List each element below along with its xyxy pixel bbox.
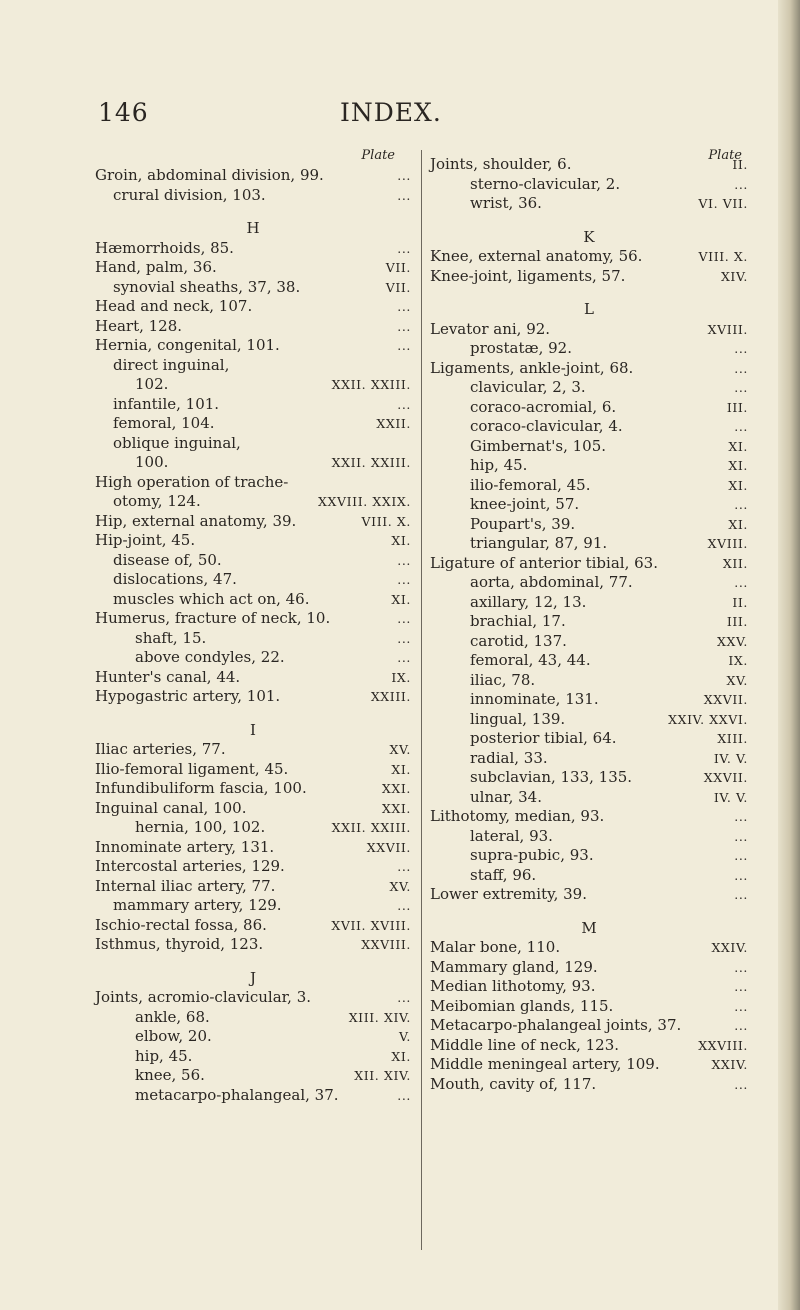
entry-text: Meibomian glands, 115. <box>430 996 614 1015</box>
index-entry <box>430 958 748 978</box>
plate-reference: XXI. <box>381 800 411 816</box>
plate-reference: ... <box>734 1018 748 1033</box>
right-index-column <box>430 146 748 1094</box>
index-entry <box>430 846 748 866</box>
plate-reference: IV. V. <box>713 750 748 766</box>
index-entry <box>95 687 411 707</box>
entry-text: dislocations, 47. <box>113 570 237 588</box>
index-entry <box>95 166 411 186</box>
index-entry <box>95 838 411 858</box>
index-entry <box>430 194 748 214</box>
index-entry <box>430 651 748 671</box>
index-entry <box>430 938 748 958</box>
plate-reference: XVIII. <box>707 536 748 551</box>
plate-reference: ... <box>397 859 411 874</box>
entry-text: crural division, 103. <box>113 185 266 204</box>
plate-reference: XV. <box>726 672 748 688</box>
entry-text: carotid, 137. <box>470 631 567 650</box>
entry-text: ulnar, 34. <box>470 787 542 806</box>
index-entry <box>95 629 411 649</box>
index-entry <box>95 531 411 551</box>
plate-reference: XXVII. <box>703 692 748 707</box>
index-entry <box>430 175 748 195</box>
index-entry <box>95 916 411 936</box>
index-entry <box>430 456 748 476</box>
plate-reference: IX. <box>728 653 748 668</box>
entry-text: Hip, external anatomy, 39. <box>95 511 297 530</box>
plate-reference: ... <box>397 338 411 353</box>
entry-text: Ilio-femoral ligament, 45. <box>95 759 289 778</box>
index-entry <box>95 434 411 454</box>
entry-text: muscles which act on, 46. <box>113 589 310 608</box>
entry-text: staff, 96. <box>470 865 537 884</box>
entry-text: coraco-clavicular, 4. <box>470 417 623 435</box>
entry-text: Joints, shoulder, 6. <box>430 155 572 173</box>
page-title: INDEX. <box>340 98 442 127</box>
index-entry <box>430 573 748 593</box>
entry-text: lateral, 93. <box>470 826 553 845</box>
index-entry <box>95 512 411 532</box>
plate-reference: XIII. XIV. <box>348 1009 411 1025</box>
plate-reference: ... <box>734 497 748 512</box>
plate-reference: ... <box>397 552 411 568</box>
index-entry <box>430 554 748 574</box>
plate-reference: XI. <box>728 477 748 493</box>
entry-text: Knee-joint, ligaments, 57. <box>430 266 626 285</box>
plate-reference: ... <box>397 650 411 665</box>
plate-reference: ... <box>397 1087 411 1103</box>
entry-text: aorta, abdominal, 77. <box>470 573 633 591</box>
entry-text: 102. <box>135 375 169 393</box>
plate-reference: XII. <box>722 555 748 571</box>
entry-text: Poupart's, 39. <box>470 514 576 533</box>
entry-text: iliac, 78. <box>470 670 536 689</box>
index-entry <box>95 988 411 1008</box>
entry-text: Groin, abdominal division, 99. <box>95 166 324 184</box>
index-entry <box>430 997 748 1017</box>
entry-text: ankle, 68. <box>135 1007 210 1026</box>
index-entry <box>95 492 411 512</box>
entry-text: triangular, 87, 91. <box>470 534 608 552</box>
entry-text: Iliac arteries, 77. <box>95 740 226 758</box>
section-spacer <box>430 905 748 919</box>
plate-reference: ... <box>397 990 411 1005</box>
plate-reference: ... <box>397 396 411 412</box>
index-entry <box>430 247 748 267</box>
plate-reference: VII. <box>385 260 411 275</box>
index-entry <box>95 570 411 590</box>
plate-reference: XV. <box>389 742 411 757</box>
index-entry <box>430 612 748 632</box>
index-entry <box>95 799 411 819</box>
index-entry <box>95 590 411 610</box>
index-entry <box>95 258 411 278</box>
index-entry <box>95 609 411 629</box>
plate-reference: XVIII. <box>707 321 748 337</box>
entry-text: Ligature of anterior tibial, 63. <box>430 553 658 572</box>
index-entry <box>430 437 748 457</box>
plate-reference: III. <box>726 614 748 629</box>
entry-text: Middle meningeal artery, 109. <box>430 1055 660 1073</box>
section-letter-heading <box>430 919 748 939</box>
plate-reference: III. <box>726 399 748 415</box>
entry-text: subclavian, 133, 135. <box>470 768 633 786</box>
plate-reference: XXIV. <box>711 1057 748 1072</box>
entry-text: Mammary gland, 129. <box>430 957 598 976</box>
entry-text: elbow, 20. <box>135 1027 212 1045</box>
plate-reference: ... <box>397 572 411 587</box>
left-index-column <box>95 146 411 1105</box>
plate-reference: XXII. XXIII. <box>331 377 411 392</box>
plate-reference: ... <box>734 380 748 395</box>
index-entry <box>95 935 411 955</box>
entry-text: Knee, external anatomy, 56. <box>430 247 643 265</box>
index-entry <box>430 417 748 437</box>
entry-text: High operation of trache- <box>95 472 289 491</box>
index-entry <box>430 495 748 515</box>
index-entry <box>430 1075 748 1095</box>
index-entry <box>430 593 748 613</box>
index-entry <box>430 768 748 788</box>
plate-reference: ... <box>397 318 411 334</box>
entry-text: Hunter's canal, 44. <box>95 667 241 686</box>
index-entry <box>430 515 748 535</box>
plate-reference: XV. <box>389 878 411 894</box>
section-letter-heading <box>95 721 411 741</box>
entry-text: Mouth, cavity of, 117. <box>430 1074 597 1093</box>
entry-text: ilio-femoral, 45. <box>470 475 591 494</box>
plate-reference: ... <box>734 1076 748 1092</box>
plate-reference: XI. <box>728 458 748 473</box>
section-letter-heading <box>95 219 411 239</box>
index-entry <box>430 267 748 287</box>
index-entry <box>430 476 748 496</box>
section-letter: J <box>249 968 256 987</box>
entry-text: Head and neck, 107. <box>95 297 253 315</box>
index-entry <box>430 977 748 997</box>
entry-text: innominate, 131. <box>470 690 599 708</box>
plate-reference: XII. XIV. <box>354 1068 411 1083</box>
index-entry <box>430 788 748 808</box>
index-entry <box>430 155 748 175</box>
index-entry <box>430 729 748 749</box>
index-entry <box>430 632 748 652</box>
entry-text: metacarpo-phalangeal, 37. <box>135 1085 339 1104</box>
index-entry <box>95 297 411 317</box>
entry-text: clavicular, 2, 3. <box>470 378 586 396</box>
index-entry <box>430 807 748 827</box>
section-spacer <box>95 707 411 721</box>
index-entry <box>95 317 411 337</box>
entry-text: femoral, 43, 44. <box>470 651 591 669</box>
plate-reference: XVII. XVIII. <box>331 917 411 933</box>
index-entry <box>95 239 411 259</box>
entry-text: oblique inguinal, <box>113 433 241 452</box>
section-spacer <box>430 286 748 300</box>
plate-reference: VIII. X. <box>698 249 748 264</box>
index-entry <box>95 648 411 668</box>
index-entry <box>95 414 411 434</box>
entry-text: Malar bone, 110. <box>430 938 561 956</box>
section-letter-heading <box>430 300 748 320</box>
entry-text: wrist, 36. <box>470 194 542 212</box>
entry-text: synovial sheaths, 37, 38. <box>113 277 301 296</box>
index-entry <box>95 473 411 493</box>
index-entry <box>95 395 411 415</box>
plate-reference: ... <box>734 360 748 376</box>
entry-text: Hernia, congenital, 101. <box>95 336 280 354</box>
index-entry <box>95 877 411 897</box>
section-spacer <box>430 214 748 228</box>
plate-reference: ... <box>734 341 748 356</box>
index-entry <box>430 378 748 398</box>
plate-reference: ... <box>397 240 411 256</box>
plate-column-header: Plate <box>361 148 395 163</box>
index-entry <box>430 534 748 554</box>
index-entry <box>95 551 411 571</box>
plate-reference: II. <box>732 594 748 610</box>
plate-reference: XXIV. <box>711 940 748 955</box>
entry-text: axillary, 12, 13. <box>470 592 587 611</box>
index-entry <box>95 453 411 473</box>
entry-text: Ligaments, ankle-joint, 68. <box>430 358 634 377</box>
index-entry <box>95 818 411 838</box>
entry-text: Metacarpo-phalangeal joints, 37. <box>430 1016 682 1034</box>
section-letter: M <box>581 918 597 937</box>
index-entry <box>95 779 411 799</box>
plate-reference: ... <box>734 176 748 192</box>
plate-reference: ... <box>397 630 411 646</box>
index-entry <box>95 336 411 356</box>
entry-text: Hand, palm, 36. <box>95 258 217 276</box>
index-entry <box>95 278 411 298</box>
index-entry <box>430 1016 748 1036</box>
plate-reference: XI. <box>391 761 411 777</box>
page-number: 146 <box>98 98 149 127</box>
entry-text: Hypogastric artery, 101. <box>95 687 281 705</box>
page-edge-shadow <box>778 0 800 1310</box>
plate-reference: IX. <box>391 669 411 685</box>
plate-reference: ... <box>734 979 748 994</box>
entry-text: above condyles, 22. <box>135 648 285 666</box>
entry-text: brachial, 17. <box>470 612 566 630</box>
plate-reference: XXIV. XXVI. <box>668 711 748 727</box>
plate-reference: XXVIII. XXIX. <box>318 494 411 509</box>
entry-text: infantile, 101. <box>113 394 220 413</box>
plate-reference: XI. <box>391 591 411 607</box>
entry-text: Joints, acromio-clavicular, 3. <box>95 988 312 1006</box>
plate-reference: ... <box>734 575 748 590</box>
plate-reference: XI. <box>728 516 748 532</box>
plate-reference: ... <box>734 867 748 883</box>
plate-reference: VI. VII. <box>698 196 748 211</box>
index-entry <box>95 375 411 395</box>
index-entry <box>95 896 411 916</box>
index-entry <box>430 885 748 905</box>
section-letter-heading <box>95 969 411 989</box>
plate-reference: XXII. <box>376 416 411 431</box>
entry-text: Lithotomy, median, 93. <box>430 807 605 825</box>
plate-reference: VIII. X. <box>361 513 411 529</box>
plate-reference: ... <box>397 898 411 913</box>
entry-text: supra-pubic, 93. <box>470 846 594 864</box>
index-entry <box>95 186 411 206</box>
index-entry <box>430 671 748 691</box>
entry-text: sterno-clavicular, 2. <box>470 174 621 193</box>
entry-text: Humerus, fracture of neck, 10. <box>95 609 331 627</box>
index-entry <box>95 857 411 877</box>
entry-text: hip, 45. <box>135 1046 193 1065</box>
entry-text: shaft, 15. <box>135 628 207 647</box>
index-entry <box>430 359 748 379</box>
plate-reference: XXV. <box>716 633 748 649</box>
entry-text: Internal iliac artery, 77. <box>95 876 276 895</box>
index-entry <box>95 1066 411 1086</box>
index-entry <box>95 356 411 376</box>
plate-reference: XI. <box>391 1048 411 1064</box>
plate-reference: XI. <box>391 533 411 548</box>
entry-text: Heart, 128. <box>95 316 183 335</box>
index-entry <box>95 1027 411 1047</box>
entry-text: Levator ani, 92. <box>430 319 551 338</box>
plate-reference: ... <box>734 848 748 863</box>
index-entry <box>430 827 748 847</box>
plate-reference: XI. <box>728 438 748 454</box>
index-entry <box>95 1008 411 1028</box>
entry-text: Hip-joint, 45. <box>95 531 196 549</box>
index-entry <box>95 668 411 688</box>
plate-reference: XXII. XXIII. <box>331 820 411 835</box>
plate-reference: ... <box>734 959 748 975</box>
entry-text: Ischio-rectal fossa, 86. <box>95 915 267 934</box>
section-letter: K <box>583 227 595 246</box>
plate-column-header: Plate <box>708 148 742 163</box>
plate-reference: ... <box>397 299 411 314</box>
plate-reference: XXVIII. <box>698 1037 748 1053</box>
entry-text: 100. <box>135 453 169 471</box>
entry-text: Hæmorrhoids, 85. <box>95 238 234 257</box>
plate-reference: XXI. <box>381 781 411 796</box>
index-entry <box>430 1055 748 1075</box>
plate-reference: ... <box>734 419 748 434</box>
page-header <box>0 98 800 138</box>
plate-reference: ... <box>734 887 748 902</box>
entry-text: Isthmus, thyroid, 123. <box>95 935 264 953</box>
plate-reference: ... <box>734 809 748 824</box>
index-entry <box>430 710 748 730</box>
plate-reference: XXIII. <box>370 689 411 704</box>
entry-text: coraco-acromial, 6. <box>470 397 617 416</box>
entry-text: lingual, 139. <box>470 709 566 728</box>
entry-text: femoral, 104. <box>113 414 215 432</box>
section-spacer <box>95 955 411 969</box>
plate-reference: IV. V. <box>713 789 748 805</box>
index-entry <box>95 760 411 780</box>
entry-text: Inguinal canal, 100. <box>95 798 247 817</box>
index-entry <box>95 740 411 760</box>
index-entry <box>430 749 748 769</box>
plate-reference: ... <box>397 168 411 183</box>
entry-text: Intercostal arteries, 129. <box>95 857 285 875</box>
plate-reference: XXVII. <box>366 839 411 855</box>
plate-reference: ... <box>397 187 411 203</box>
entry-text: radial, 33. <box>470 748 548 767</box>
entry-text: Infundibuliform fascia, 100. <box>95 779 307 797</box>
entry-text: knee-joint, 57. <box>470 495 580 513</box>
entry-text: mammary artery, 129. <box>113 896 282 914</box>
entry-text: disease of, 50. <box>113 550 222 569</box>
entry-text: Middle line of neck, 123. <box>430 1035 620 1054</box>
plate-reference: XIII. <box>717 731 748 746</box>
column-divider <box>421 150 422 1250</box>
entry-text: otomy, 124. <box>113 492 201 510</box>
index-entry <box>430 866 748 886</box>
plate-reference: XXVIII. <box>361 937 411 952</box>
plate-reference: ... <box>734 998 748 1014</box>
entry-text: hip, 45. <box>470 456 528 474</box>
entry-text: posterior tibial, 64. <box>470 729 617 747</box>
index-entry <box>95 1086 411 1106</box>
plate-reference: II. <box>732 157 748 172</box>
section-letter: I <box>250 720 256 739</box>
entry-text: Lower extremity, 39. <box>430 885 587 903</box>
index-entry <box>430 1036 748 1056</box>
section-letter-heading <box>430 228 748 248</box>
section-letter: L <box>584 300 594 318</box>
entry-text: Gimbernat's, 105. <box>470 436 607 455</box>
section-letter: H <box>246 219 260 237</box>
section-spacer <box>95 205 411 219</box>
plate-reference: V. <box>398 1029 411 1044</box>
plate-reference: ... <box>734 828 748 844</box>
index-entry <box>430 320 748 340</box>
index-entry <box>95 1047 411 1067</box>
index-entry <box>430 339 748 359</box>
entry-text: knee, 56. <box>135 1066 205 1084</box>
entry-text: Median lithotomy, 93. <box>430 977 596 995</box>
plate-reference: XXII. XXIII. <box>331 455 411 470</box>
index-entry <box>430 398 748 418</box>
entry-text: hernia, 100, 102. <box>135 818 266 836</box>
plate-reference: ... <box>397 611 411 626</box>
entry-text: Innominate artery, 131. <box>95 837 275 856</box>
plate-reference: VII. <box>385 279 411 295</box>
entry-text: prostatæ, 92. <box>470 339 572 357</box>
entry-text: direct inguinal, <box>113 355 230 374</box>
plate-reference: XXVII. <box>703 770 748 785</box>
plate-reference: XIV. <box>720 268 748 284</box>
index-entry <box>430 690 748 710</box>
